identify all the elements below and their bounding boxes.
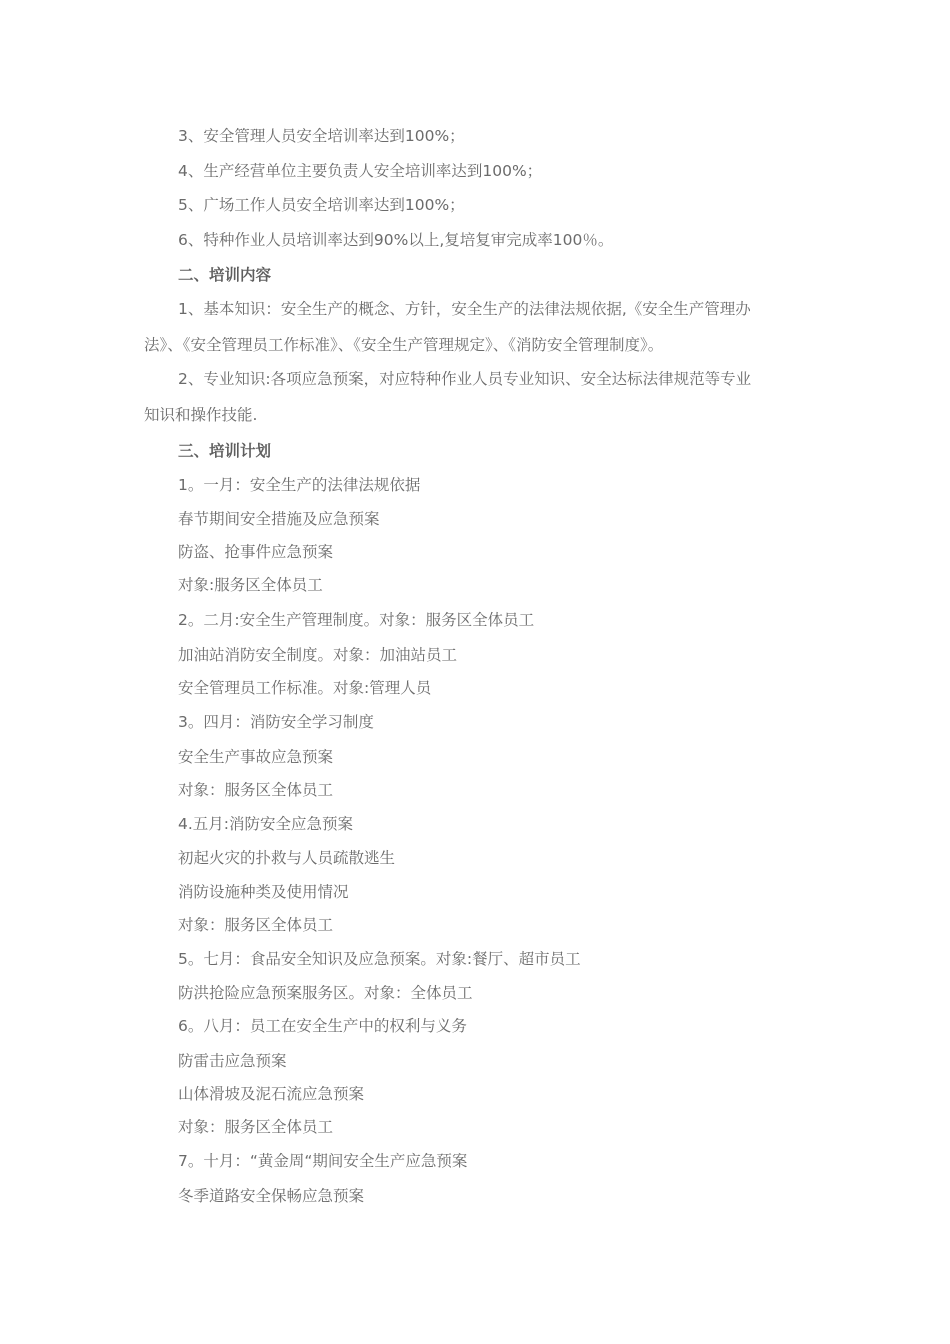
plan-line: 对象：服务区全体员工 (178, 781, 334, 799)
plan-line: 对象：服务区全体员工 (178, 916, 334, 934)
plan-line: 安全管理员工作标准。对象:管理人员 (178, 679, 432, 697)
paragraph-professional-knowledge: 2、专业知识:各项应急预案，对应特种作业人员专业知识、安全达标法律规范等专业 (178, 370, 752, 388)
paragraph-basic-knowledge-cont: 法》、《安全管理员工作标准》、《安全生产管理规定》、《消防安全管理制度》。 (144, 336, 664, 354)
goal-item: 3、安全管理人员安全培训率达到100%； (178, 127, 465, 145)
plan-line: 6。八月：员工在安全生产中的权利与义务 (178, 1017, 467, 1035)
section-heading-training-plan: 三、培训计划 (178, 442, 272, 460)
goal-item: 4、生产经营单位主要负责人安全培训率达到100%； (178, 162, 543, 180)
plan-line: 初起火灾的扑救与人员疏散逃生 (178, 849, 396, 867)
paragraph-professional-knowledge-cont: 知识和操作技能. (144, 406, 258, 424)
plan-line: 安全生产事故应急预案 (178, 748, 334, 766)
plan-line: 消防设施种类及使用情况 (178, 883, 349, 901)
plan-line: 7。十月：“黄金周“期间安全生产应急预案 (178, 1152, 468, 1170)
paragraph-basic-knowledge: 1、基本知识：安全生产的概念、方针，安全生产的法律法规依据,《安全生产管理办 (178, 300, 751, 318)
plan-line: 对象：服务区全体员工 (178, 1118, 334, 1136)
plan-line: 冬季道路安全保畅应急预案 (178, 1187, 365, 1205)
plan-line: 防盗、抢事件应急预案 (178, 543, 334, 561)
plan-line: 1。一月：安全生产的法律法规依据 (178, 476, 421, 494)
plan-line: 3。四月：消防安全学习制度 (178, 713, 374, 731)
plan-line: 2。二月:安全生产管理制度。对象：服务区全体员工 (178, 611, 535, 629)
plan-line: 防洪抢险应急预案服务区。对象：全体员工 (178, 984, 473, 1002)
section-heading-training-content: 二、培训内容 (178, 266, 272, 284)
goal-item: 5、广场工作人员安全培训率达到100%； (178, 196, 465, 214)
plan-line: 4.五月:消防安全应急预案 (178, 815, 354, 833)
plan-line: 防雷击应急预案 (178, 1052, 287, 1070)
goal-item: 6、特种作业人员培训率达到90%以上,复培复审完成率100％。 (178, 231, 614, 249)
plan-line: 春节期间安全措施及应急预案 (178, 510, 380, 528)
plan-line: 加油站消防安全制度。对象：加油站员工 (178, 646, 458, 664)
plan-line: 5。七月：食品安全知识及应急预案。对象:餐厅、超市员工 (178, 950, 581, 968)
plan-line: 山体滑坡及泥石流应急预案 (178, 1085, 365, 1103)
plan-line: 对象:服务区全体员工 (178, 576, 323, 594)
